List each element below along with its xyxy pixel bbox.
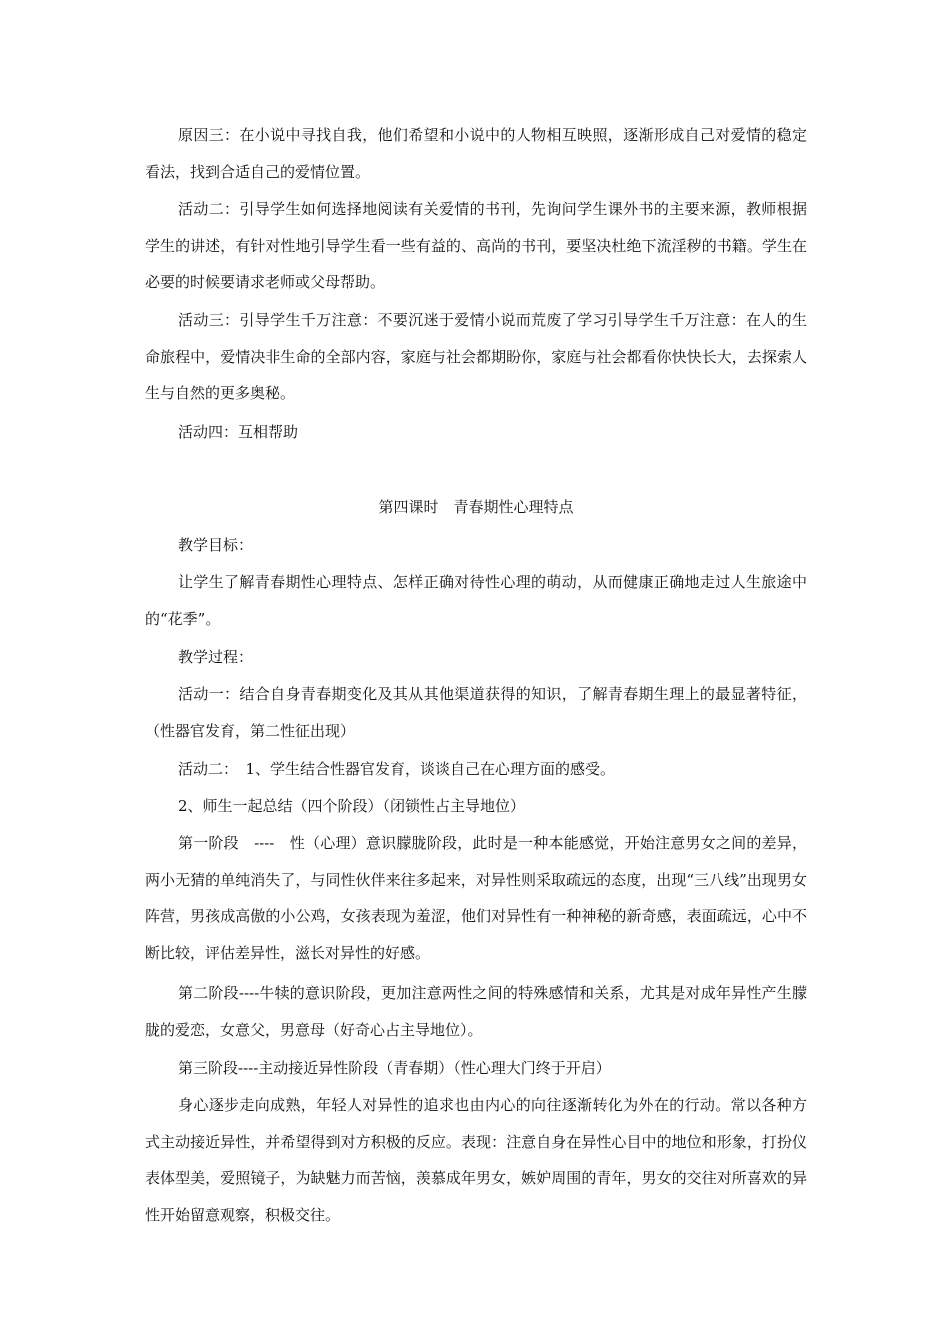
paragraph-activity-two: 活动二：引导学生如何选择地阅读有关爱情的书刊，先询问学生课外书的主要来源，教师根据学生的讲述，有针对性地引导学生看一些有益的、高尚的书刊，要坚决杜绝下流淫秽的书籍。学生在必要的时候要请求老师或父母帮助。 xyxy=(145,200,807,291)
paragraph-stage-three: 第三阶段----主动接近异性阶段（青春期）（性心理大门终于开启） xyxy=(178,1059,611,1077)
teaching-goal-text: 让学生了解青春期性心理特点、怎样正确对待性心理的萌动，从而健康正确地走过人生旅途中的“花季”。 xyxy=(145,573,807,628)
teaching-process-heading: 教学过程： xyxy=(178,648,254,666)
paragraph-activity-three: 活动三：引导学生千万注意：不要沉迷于爱情小说而荒废了学习引导学生千万注意：在人的生命旅程中，爱情决非生命的全部内容，家庭与社会都期盼你，家庭与社会都看你快快长大，去探索人生与自然的更多奥秘。 xyxy=(145,311,807,402)
paragraph-stage-two: 第二阶段----牛犊的意识阶段，更加注意两性之间的特殊感情和关系，尤其是对成年异性产生朦胧的爱恋，女意父，男意母（好奇心占主导地位）。 xyxy=(145,984,807,1039)
paragraph-summary: 2、师生一起总结（四个阶段）（闭锁性占主导地位） xyxy=(178,797,526,815)
paragraph-stage-one: 第一阶段 ---- 性（心理）意识朦胧阶段，此时是一种本能感觉，开始注意男女之间的差异，两小无猜的单纯消失了，与同性伙伴来往多起来，对异性则采取疏远的态度，出现“三八线”出现男女阵营，男孩成高傲的小公鸡，女孩表现为羞涩，他们对异性有一种神秘的新奇感，表面疏远，心中不断比较，评估差异性，滋长对异性的好感。 xyxy=(145,834,807,962)
paragraph-lesson-activity-two: 活动二： 1、学生结合性器官发育，谈谈自己在心理方面的感受。 xyxy=(178,760,616,778)
paragraph-stage-three-detail: 身心逐步走向成熟，年轻人对异性的追求也由内心的向往逐渐转化为外在的行动。常以各种方式主动接近异性，并希望得到对方积极的反应。表现：注意自身在异性心目中的地位和形象，打扮仪表体型美，爱照镜子，为缺魅力而苦恼，羡慕成年男女，嫉妒周围的青年，男女的交往对所喜欢的异性开始留意观察，积极交往。 xyxy=(145,1096,807,1224)
lesson-title: 第四课时 青春期性心理特点 xyxy=(378,498,574,516)
paragraph-lesson-activity-one: 活动一：结合自身青春期变化及其从其他渠道获得的知识，了解青春期生理上的最显著特征，（性器官发育，第二性征出现） xyxy=(145,685,807,740)
paragraph-activity-four: 活动四：互相帮助 xyxy=(178,423,299,441)
teaching-goal-heading: 教学目标： xyxy=(178,536,254,554)
paragraph-reason-three: 原因三：在小说中寻找自我，他们希望和小说中的人物相互映照，逐渐形成自己对爱情的稳定看法，找到合适自己的爱情位置。 xyxy=(145,126,807,181)
